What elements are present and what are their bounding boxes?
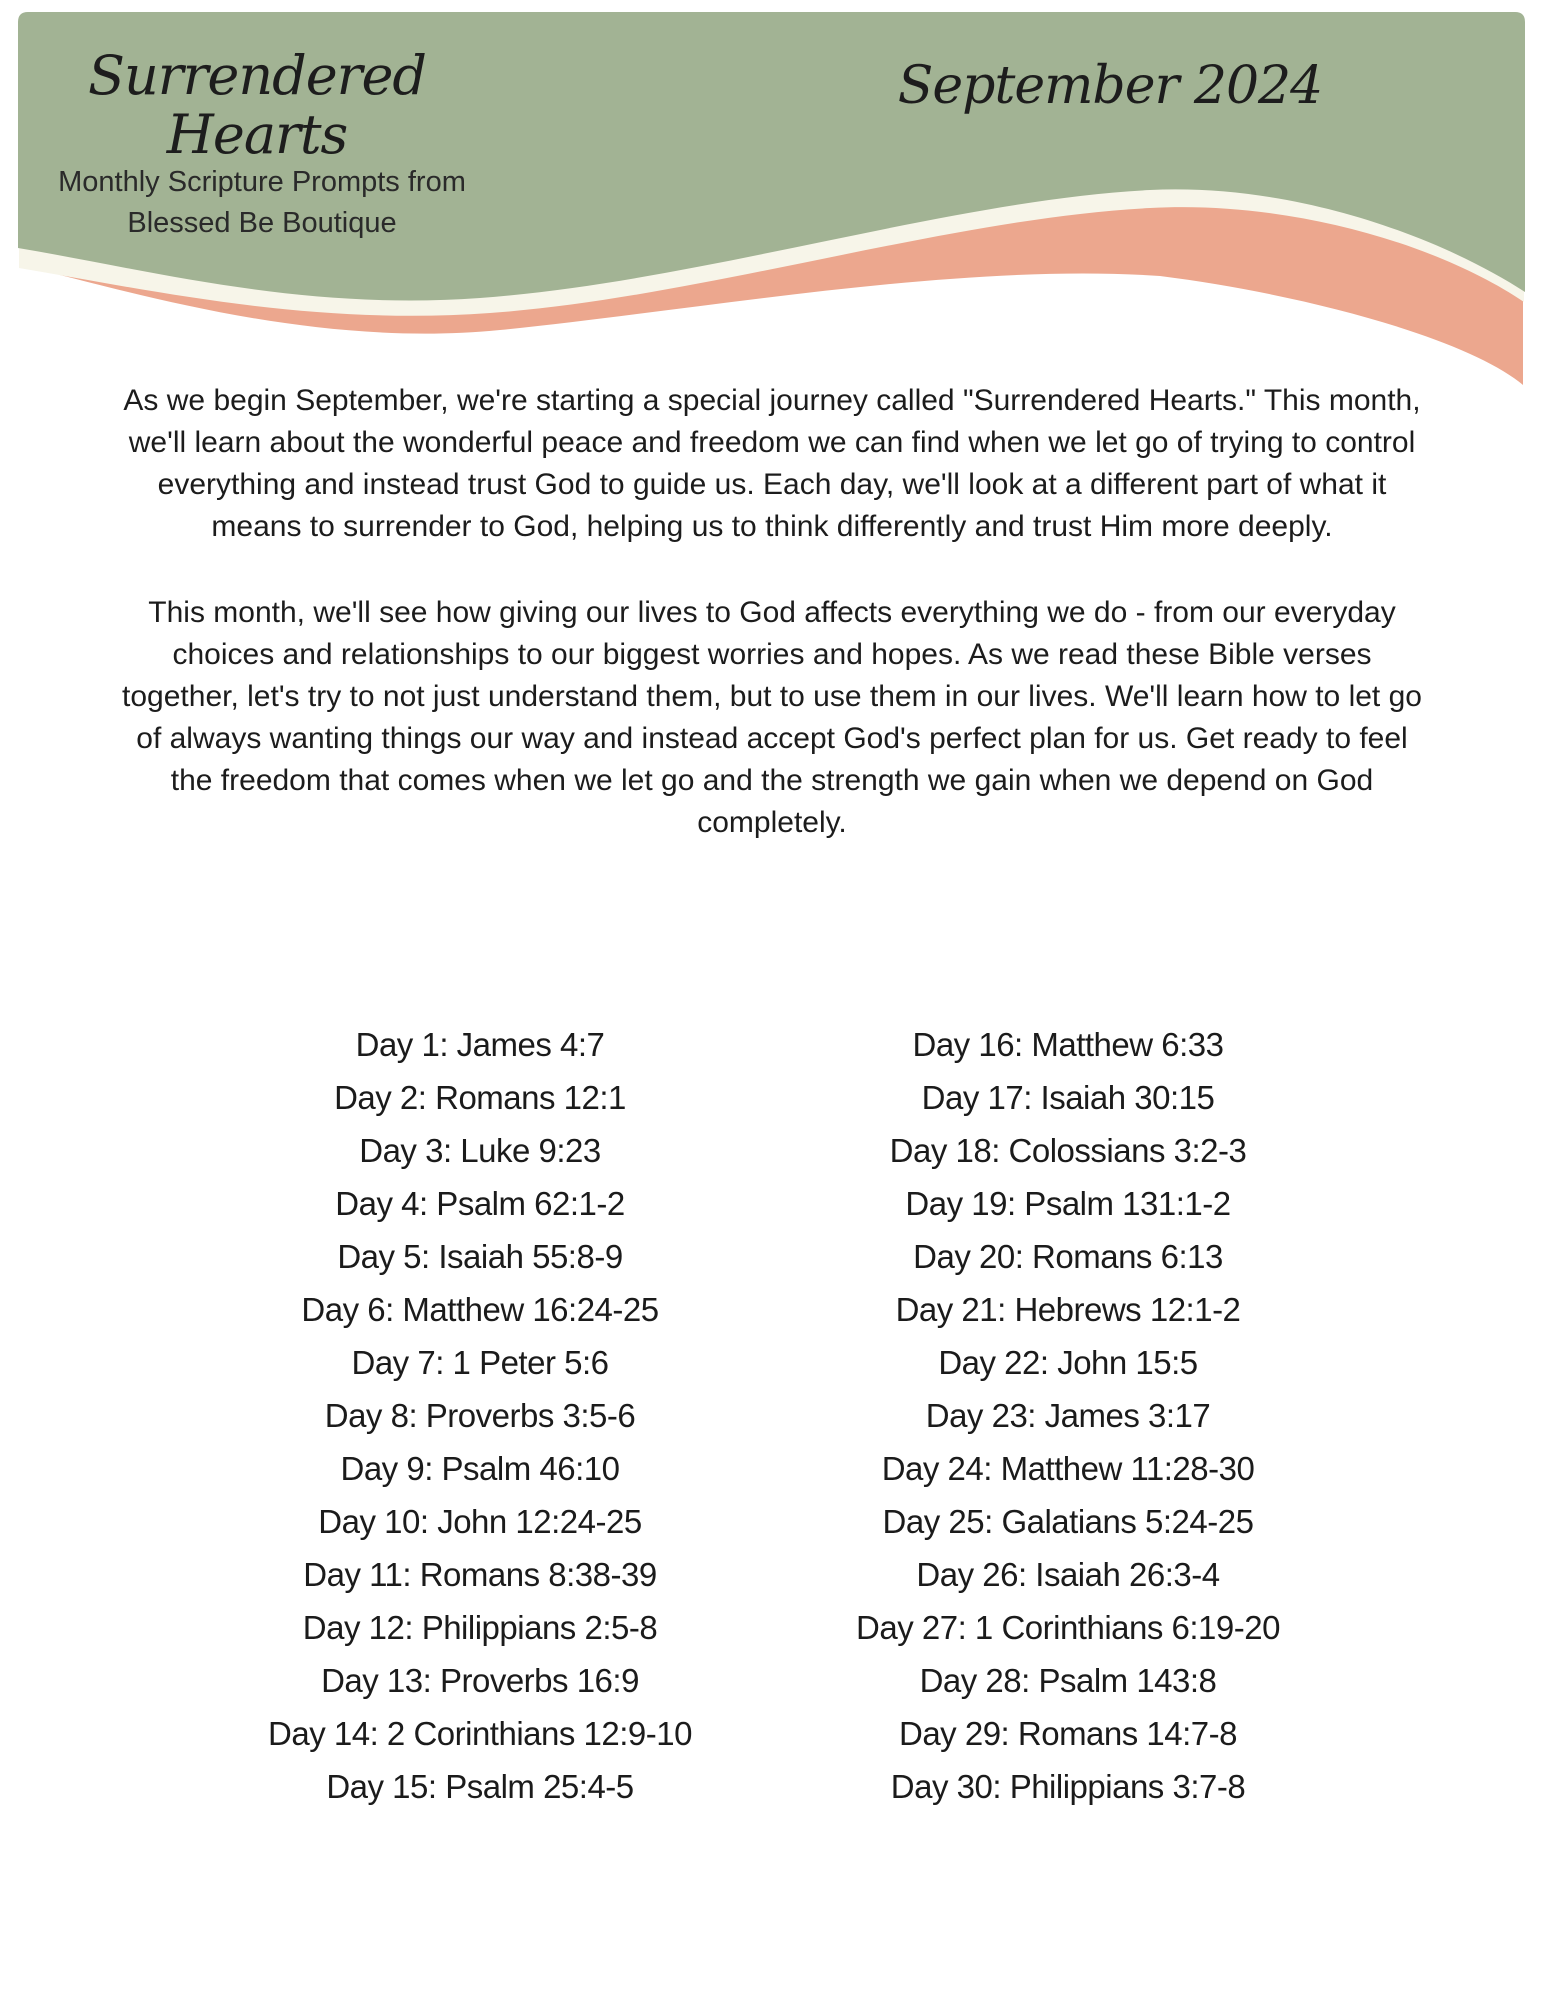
scripture-day-item: Day 27: 1 Corinthians 6:19-20 — [856, 1609, 1280, 1646]
scripture-day-item: Day 3: Luke 9:23 — [359, 1132, 601, 1169]
scripture-day-item: Day 18: Colossians 3:2-3 — [889, 1132, 1247, 1169]
scripture-day-item: Day 22: John 15:5 — [938, 1344, 1198, 1381]
scripture-day-item: Day 30: Philippians 3:7-8 — [890, 1768, 1246, 1805]
scripture-day-item: Day 20: Romans 6:13 — [913, 1238, 1223, 1275]
scripture-day-item: Day 14: 2 Corinthians 12:9-10 — [268, 1715, 692, 1752]
scripture-day-item: Day 25: Galatians 5:24-25 — [882, 1503, 1254, 1540]
scripture-day-item: Day 29: Romans 14:7-8 — [898, 1715, 1237, 1752]
scripture-day-item: Day 28: Psalm 143:8 — [919, 1662, 1217, 1699]
scripture-day-item: Day 21: Hebrews 12:1-2 — [895, 1291, 1241, 1328]
scripture-day-item: Day 2: Romans 12:1 — [334, 1079, 626, 1116]
intro-paragraph-2: This month, we'll see how giving our lives to God affects everything we do - from our everyday choices and relationships to our biggest worries and hopes. As we read these Bible verses together, let's try to not just understand them, but to use them in our lives. We'll learn how to let go of always wanting things our way and instead accept God's perfect plan for us. Get ready to feel the freedom that comes when we let go and the strength we gain when we depend on God completely. — [122, 596, 1422, 839]
scripture-day-item: Day 16: Matthew 6:33 — [912, 1026, 1224, 1063]
schedule-column-days-1-15 — [220, 1018, 740, 1813]
scripture-day-item: Day 15: Psalm 25:4-5 — [326, 1768, 634, 1805]
scripture-day-item: Day 19: Psalm 131:1-2 — [905, 1185, 1231, 1222]
intro-section — [122, 380, 1422, 844]
scripture-day-item: Day 11: Romans 8:38-39 — [303, 1556, 657, 1593]
page-subtitle: Monthly Scripture Prompts from Blessed Be Boutique — [58, 166, 466, 239]
scripture-day-item: Day 24: Matthew 11:28-30 — [881, 1450, 1255, 1487]
scripture-day-item: Day 4: Psalm 62:1-2 — [335, 1185, 625, 1222]
scripture-day-item: Day 12: Philippians 2:5-8 — [302, 1609, 658, 1646]
scripture-day-item: Day 17: Isaiah 30:15 — [921, 1079, 1215, 1116]
scripture-day-item: Day 1: James 4:7 — [355, 1026, 605, 1063]
scripture-day-item: Day 5: Isaiah 55:8-9 — [337, 1238, 623, 1275]
page-title: Surrendered Hearts — [88, 44, 426, 167]
schedule-column-days-16-30 — [808, 1018, 1328, 1813]
scripture-day-item: Day 10: John 12:24-25 — [318, 1503, 642, 1540]
intro-paragraph-1: As we begin September, we're starting a special journey called "Surrendered Hearts." This month, we'll learn about the wonderful peace and freedom we can find when we let go of trying to control everything and instead trust God to guide us. Each day, we'll look at a different part of what it means to surrender to God, helping us to think differently and trust Him more deeply. — [123, 384, 1421, 543]
issue-date: September 2024 — [897, 56, 1323, 116]
scripture-day-item: Day 8: Proverbs 3:5-6 — [324, 1397, 636, 1434]
scripture-day-item: Day 26: Isaiah 26:3-4 — [916, 1556, 1220, 1593]
scripture-day-item: Day 23: James 3:17 — [925, 1397, 1211, 1434]
scripture-day-item: Day 13: Proverbs 16:9 — [321, 1662, 639, 1699]
scripture-day-item: Day 7: 1 Peter 5:6 — [351, 1344, 609, 1381]
scripture-day-item: Day 9: Psalm 46:10 — [340, 1450, 620, 1487]
scripture-day-item: Day 6: Matthew 16:24-25 — [301, 1291, 659, 1328]
